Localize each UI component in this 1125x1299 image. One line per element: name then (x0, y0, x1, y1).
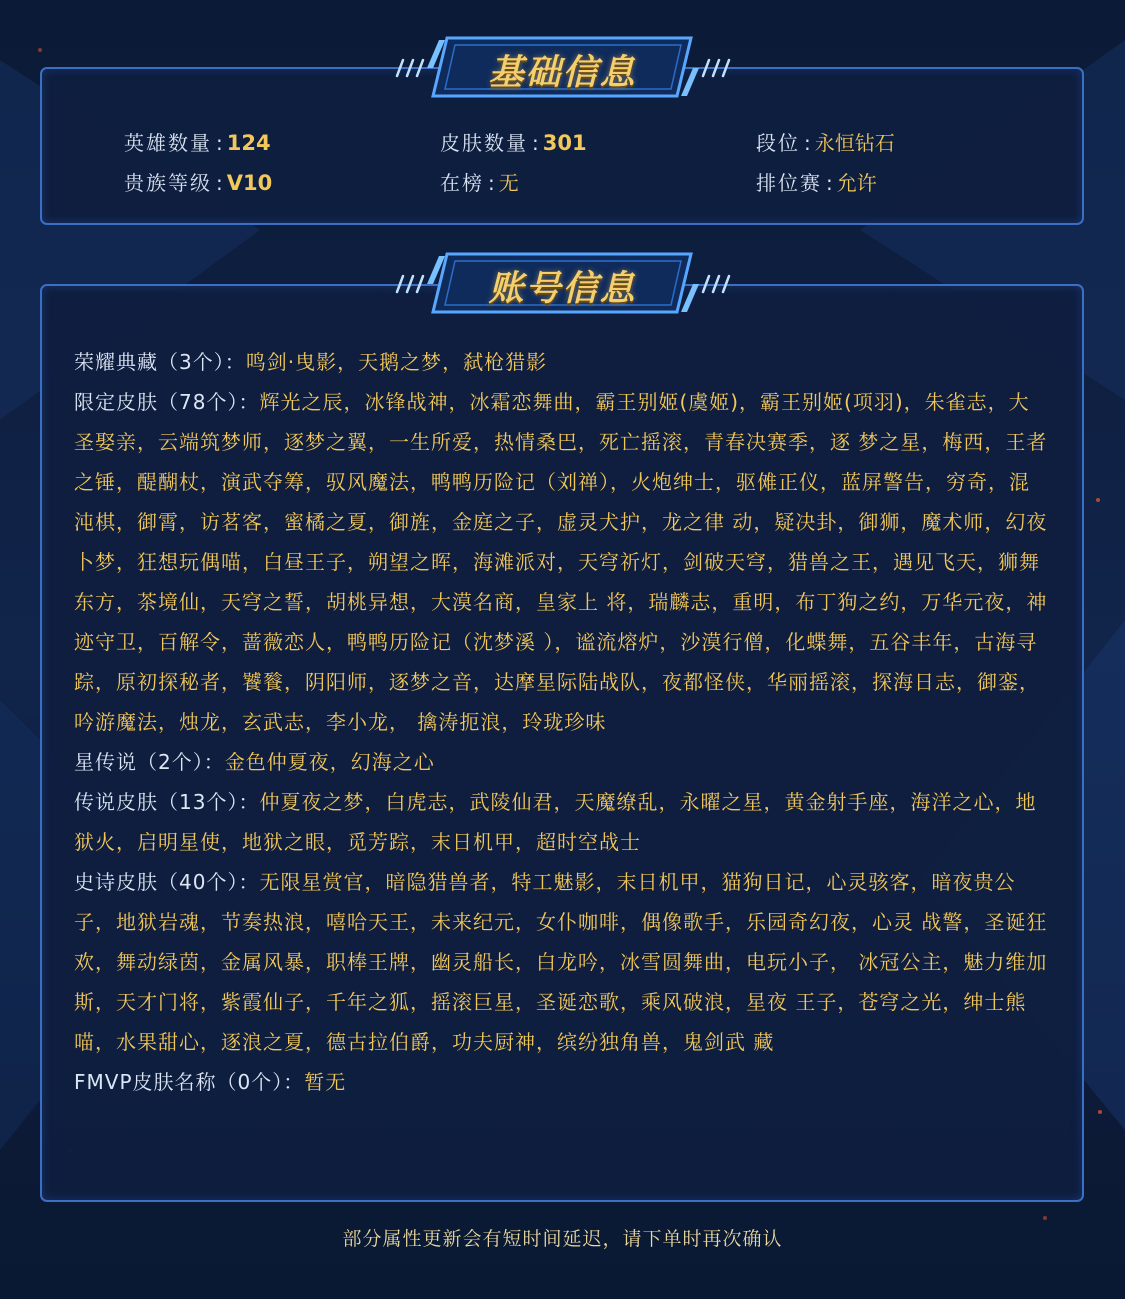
fmvp-skins-row (74, 1062, 1050, 1102)
hero-count-item: 英雄数量 : 124 (124, 131, 271, 155)
basic-info-title-banner (383, 34, 743, 102)
legend-skins-label: 传说皮肤（13个）： (74, 790, 260, 814)
hero-count-value: 124 (226, 131, 271, 155)
fmvp-skins-label: FMVP皮肤名称（0个）： (74, 1070, 305, 1094)
footer-note: 部分属性更新会有短时间延迟，请下单时再次确认 (342, 1228, 783, 1250)
on-leaderboard-item: 在榜 : 无 (440, 171, 519, 195)
basic-info-grid (124, 130, 1062, 196)
rank-value: 永恒钻石 (814, 131, 895, 155)
account-info-title: 账号信息 (488, 269, 637, 309)
noble-level-value: V10 (226, 171, 273, 195)
skin-count-item: 皮肤数量 : 301 (440, 131, 587, 155)
noble-level-label: 贵族等级 (124, 171, 212, 195)
ranked-match-item: 排位赛 : 允许 (756, 171, 877, 195)
fmvp-skins-list: 暂无 (304, 1070, 347, 1094)
star-legend-list: 金色仲夏夜，幻海之心 (224, 750, 435, 774)
on-leaderboard-value: 无 (498, 171, 519, 195)
skin-count-label: 皮肤数量 (440, 131, 528, 155)
honor-collection-label: 荣耀典藏（3个）： (74, 350, 246, 374)
account-info-panel (40, 284, 1084, 1202)
limited-skins-list: 辉光之辰，冰锋战神，冰霜恋舞曲，霸王别姬(虞姬)，霸王别姬(项羽)，朱雀志，大圣娶亲，云端筑梦师，逐梦之翼，一生所爱，热情桑巴，死亡摇滚，青春决赛季，逐 梦之星，梅西，王者之锤，醍醐杖，演武夺筹，驭风魔法，鸭鸭历险记（刘禅），火炮绅士，驱傩正仪，蓝屏警告，穷奇，混沌棋，御霄，访茗客，蜜橘之夏，御旌，金庭之子，虚灵犬护，龙之律 动，疑决卦，御狮，魔术师，幻夜卜梦，狂想玩偶喵，白昼王子，朔望之晖，海滩派对，天穹祈灯，剑破天穹，猎兽之王，遇见飞天，狮舞东方，茶境仙，天穹之誓，胡桃异想，大漠名商，皇家上 将，瑞麟志，重明，布丁狗之约，万华元夜，神迹守卫，百解令，蔷薇恋人，鸭鸭历险记（沈梦溪 ），谧流熔炉，沙漠行僧，化蝶舞，五谷丰年，古海寻踪，原初探秘者，饕餮，阴阳师，逐梦之音，达摩星际陆战队，夜都怪侠，华丽摇滚，探海日志，御銮，吟游魔法，烛龙，玄武志，李小龙， 擒涛扼浪，玲珑珍味 (74, 390, 1048, 734)
epic-skins-list: 无限星赏官，暗隐猎兽者，特工魅影，末日机甲，猫狗日记，心灵骇客，暗夜贵公子，地狱岩魂，节奏热浪，嘻哈天王，未来纪元，女仆咖啡，偶像歌手，乐园奇幻夜，心灵 战警，圣诞狂欢，舞动绿茵，金属风暴，职棒王牌，幽灵船长，白龙吟，冰雪圆舞曲，电玩小子， 冰冠公主，魅力维加斯，天才门将，紫霞仙子，千年之狐，摇滚巨星，圣诞恋歌，乘风破浪，星夜 王子，苍穹之光，绅士熊喵，水果甜心，逐浪之夏，德古拉伯爵，功夫厨神，缤纷独角兽，鬼剑武 藏 (74, 870, 1048, 1054)
skin-count-value: 301 (542, 131, 587, 155)
account-info-content (74, 342, 1050, 1102)
basic-info-title: 基础信息 (488, 53, 637, 93)
star-legend-row (74, 742, 1050, 782)
star-legend-label: 星传说（2个）： (74, 750, 225, 774)
honor-collection-row (74, 342, 1050, 382)
limited-skins-label: 限定皮肤（78个）： (74, 390, 260, 414)
rank-label: 段位 (756, 131, 800, 155)
legend-skins-list: 仲夏夜之梦，白虎志，武陵仙君，天魔缭乱，永曜之星，黄金射手座，海洋之心，地狱火，启明星使，地狱之眼，觅芳踪，末日机甲，超时空战士 (74, 790, 1037, 854)
legend-skins-row (74, 782, 1050, 862)
limited-skins-row (74, 382, 1050, 742)
noble-level-item: 贵族等级 : V10 (124, 171, 273, 195)
hero-count-label: 英雄数量 (124, 131, 212, 155)
epic-skins-label: 史诗皮肤（40个）： (74, 870, 260, 894)
ranked-match-label: 排位赛 (756, 171, 822, 195)
ranked-match-value: 允许 (836, 171, 877, 195)
on-leaderboard-label: 在榜 (440, 171, 484, 195)
account-info-title-banner (383, 250, 743, 318)
epic-skins-row (74, 862, 1050, 1062)
rank-item: 段位 : 永恒钻石 (756, 131, 895, 155)
honor-collection-list: 鸣剑·曳影，天鹅之梦，弑枪猎影 (245, 350, 548, 374)
